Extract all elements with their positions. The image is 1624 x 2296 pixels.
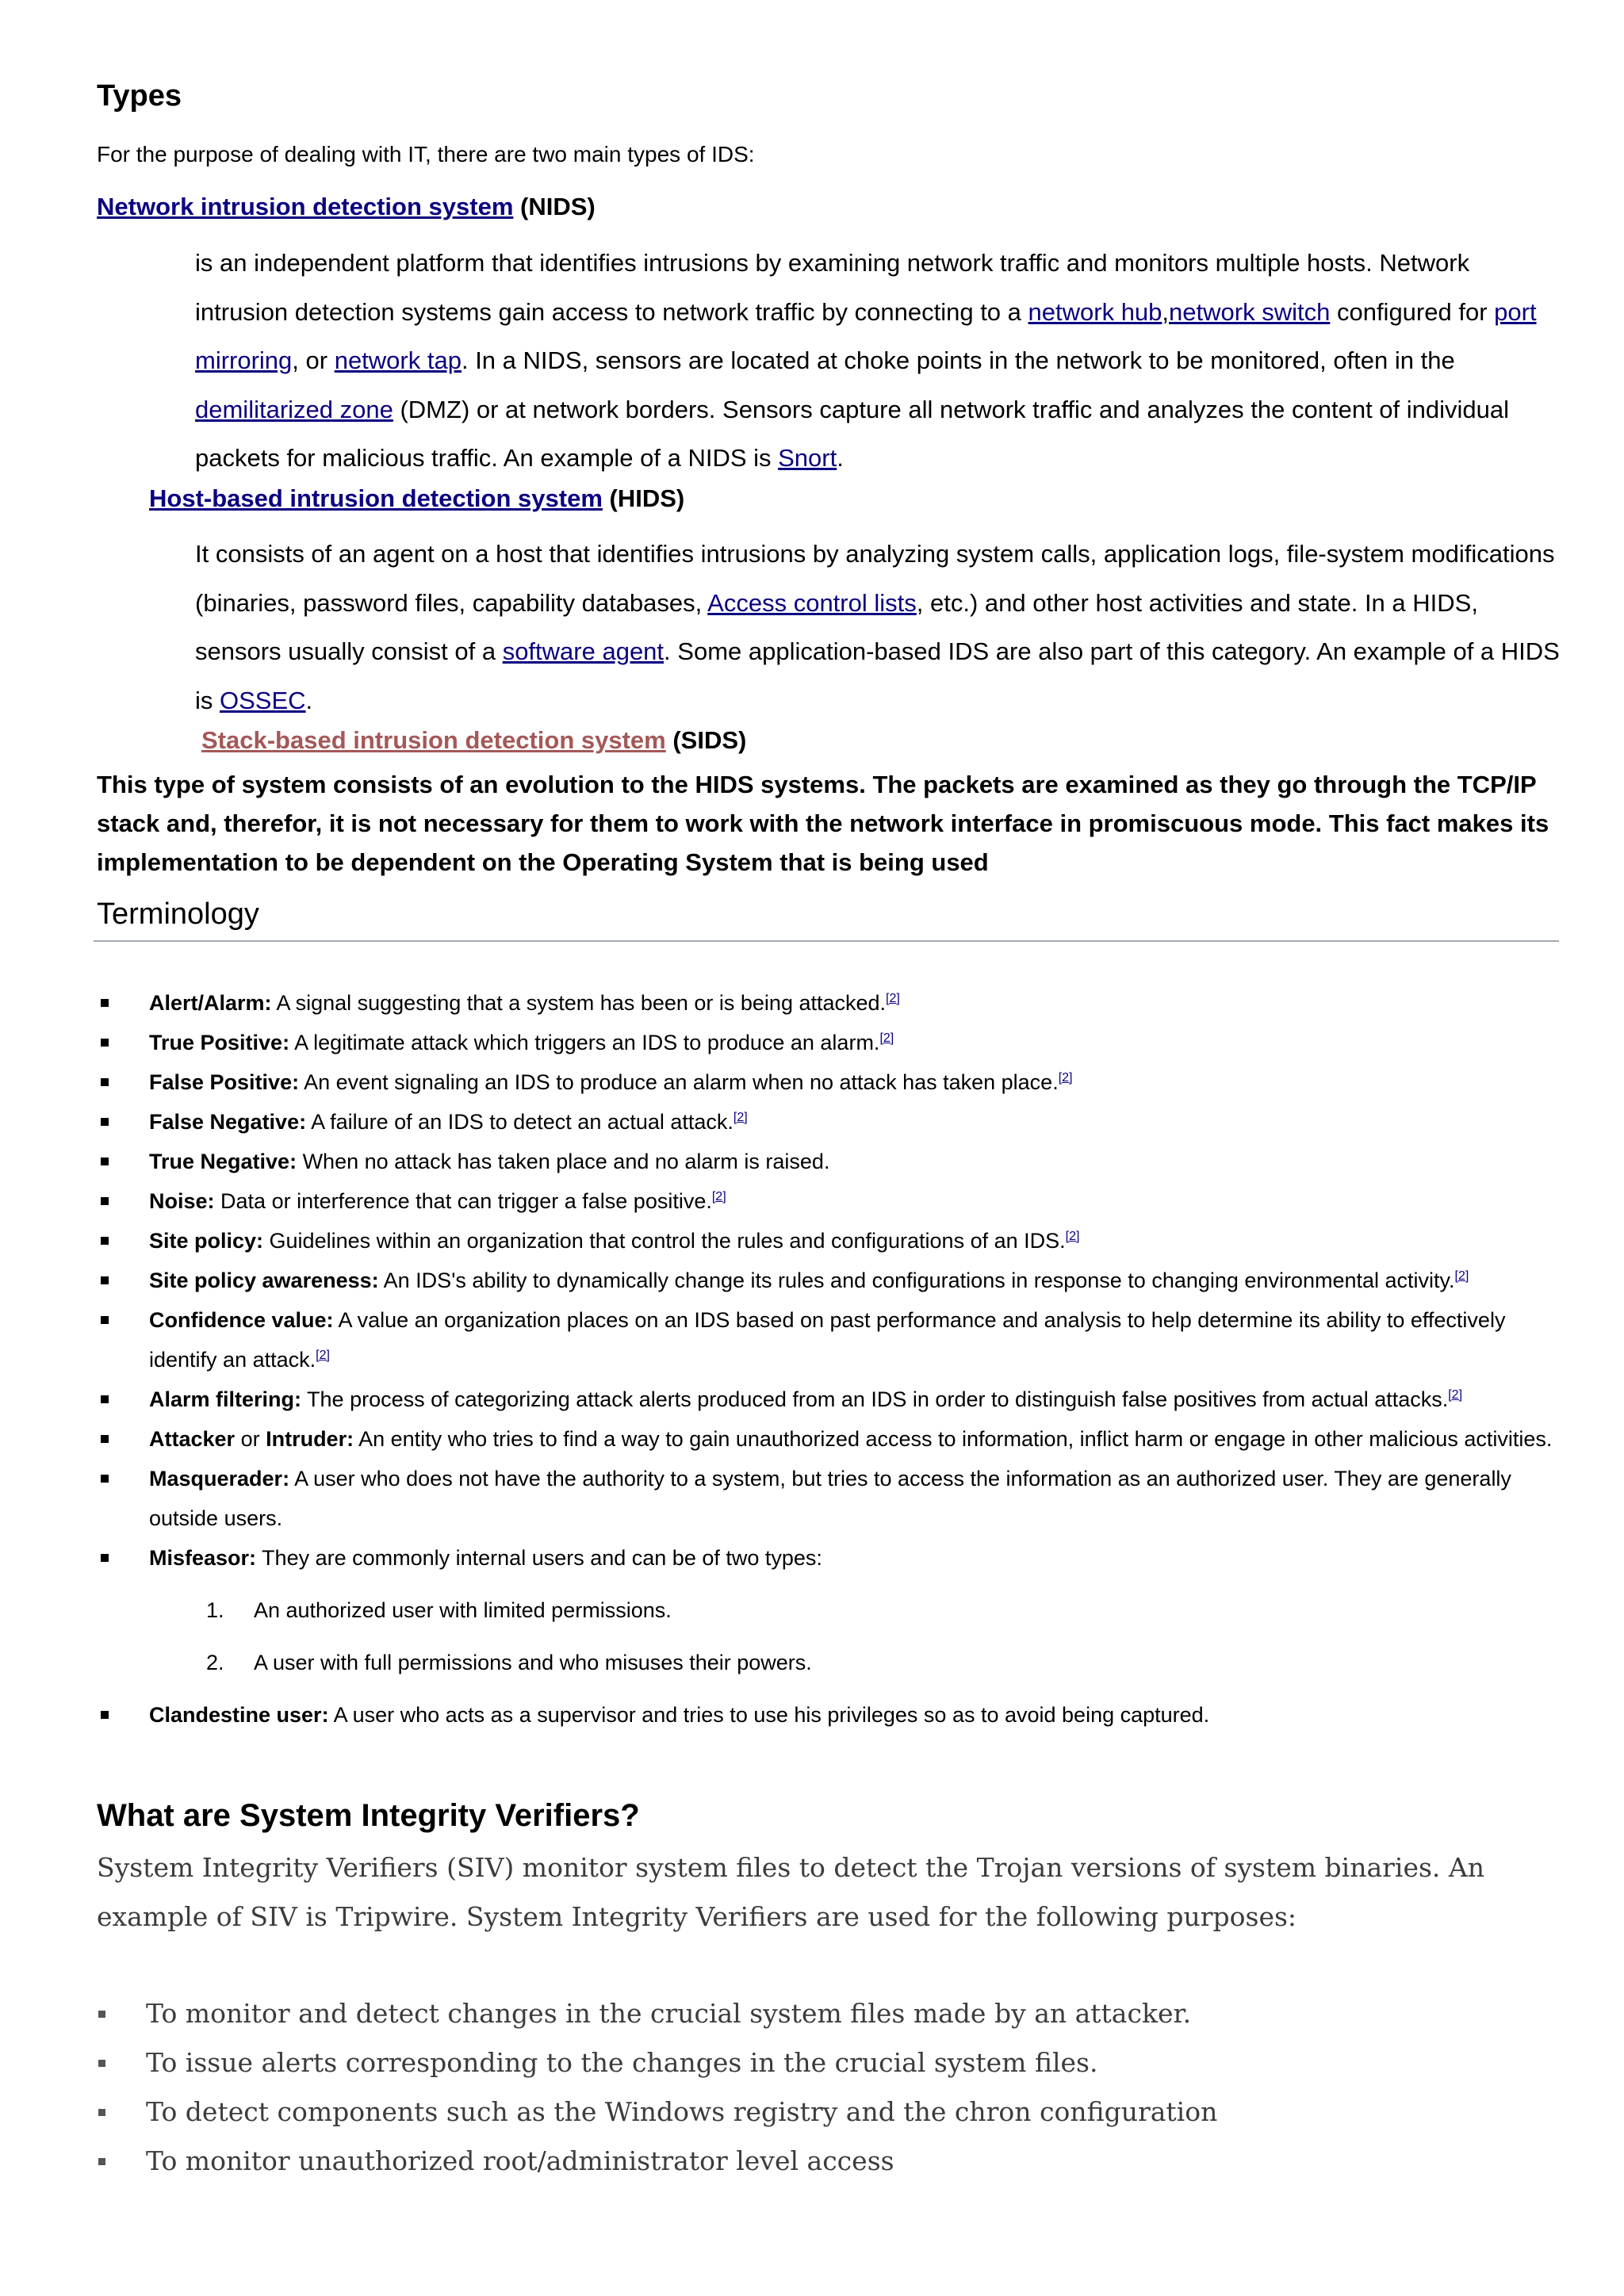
sublist-item <box>149 1643 1570 1682</box>
term-text: Guidelines within an organization that control the rules and configurations of an IDS. <box>263 1229 1066 1253</box>
list-item <box>0 1142 1570 1181</box>
square-bullet-icon <box>98 2011 105 2018</box>
term-text: A legitimate attack which triggers an IDS to produce an alarm. <box>289 1031 880 1054</box>
hids-heading <box>149 484 684 513</box>
term-text: A user who acts as a supervisor and tries to use his privileges so as to avoid being captured. <box>328 1703 1210 1727</box>
term-text: A failure of an IDS to detect an actual attack. <box>306 1110 733 1134</box>
square-bullet-icon <box>101 1158 109 1165</box>
list-item <box>0 1102 1570 1142</box>
reference-link[interactable]: [2] <box>879 1031 894 1045</box>
square-bullet-icon <box>98 2109 105 2116</box>
item-text: An authorized user with limited permissions. <box>254 1598 672 1622</box>
square-bullet-icon <box>101 1078 109 1086</box>
sublist-item <box>149 1590 1570 1630</box>
siv-purpose-list <box>0 1989 1570 2186</box>
nids-paragraph <box>195 239 1567 483</box>
square-bullet-icon <box>101 1711 109 1719</box>
term-text: Data or interference that can trigger a false positive. <box>214 1189 712 1213</box>
hids-text-2: , etc.) and other host activities and state. In a HIDS, sensors usually consist of a <box>195 588 1478 665</box>
term-text: A signal suggesting that a system has been or is being attacked. <box>271 991 887 1015</box>
item-number: 1. <box>206 1598 224 1622</box>
types-intro: For the purpose of dealing with IT, there are two main types of IDS: <box>97 142 755 166</box>
term-label: Site policy awareness: <box>149 1269 379 1292</box>
list-item <box>0 1989 1570 2038</box>
item-text: To issue alerts corresponding to the changes in the crucial system files. <box>146 2047 1098 2078</box>
hids-title-link[interactable]: Host-based intrusion detection system <box>149 484 603 512</box>
list-item <box>0 1538 1570 1682</box>
term-label: Noise: <box>149 1189 215 1213</box>
term-label: False Negative: <box>149 1110 307 1134</box>
reference-link[interactable]: [2] <box>711 1190 726 1203</box>
item-text: To monitor unauthorized root/administrator level access <box>146 2145 894 2176</box>
sids-abbr: (SIDS) <box>665 726 747 754</box>
term-label: Masquerader: <box>149 1467 290 1490</box>
snort-link[interactable]: Snort <box>778 444 837 472</box>
term-text: An IDS's ability to dynamically change its rules and configurations in response to changing environmental activity. <box>378 1269 1455 1292</box>
nids-text-4: , or <box>292 346 335 374</box>
network-switch-link[interactable]: network switch <box>1169 297 1331 326</box>
terminology-list <box>0 983 1570 1735</box>
heading-divider <box>94 940 1559 942</box>
item-text: To detect components such as the Windows registry and the chron configuration <box>146 2096 1218 2127</box>
term-label: Misfeasor: <box>149 1546 257 1570</box>
list-item <box>0 2038 1570 2087</box>
reference-link[interactable]: [2] <box>1065 1230 1080 1243</box>
reference-link[interactable]: [2] <box>886 992 900 1005</box>
reference-link[interactable]: [2] <box>733 1111 748 1124</box>
square-bullet-icon <box>101 1039 109 1047</box>
term-label: True Negative: <box>149 1150 297 1173</box>
siv-heading: What are System Integrity Verifiers? <box>97 1798 640 1833</box>
square-bullet-icon <box>101 1276 109 1284</box>
term-label: Alert/Alarm: <box>149 991 272 1015</box>
sids-title-link[interactable]: Stack-based intrusion detection system <box>201 726 666 754</box>
reference-link[interactable]: [2] <box>1058 1071 1073 1085</box>
list-item <box>0 1221 1570 1261</box>
list-item <box>0 2087 1570 2137</box>
list-item <box>0 1419 1570 1459</box>
square-bullet-icon <box>101 999 109 1007</box>
list-item <box>0 983 1570 1023</box>
square-bullet-icon <box>101 1435 109 1443</box>
square-bullet-icon <box>101 1237 109 1245</box>
hids-text-4: . <box>305 686 313 714</box>
term-text: A value an organization places on an IDS based on past performance and analysis to help determine its ability to effectively identify an attack. <box>149 1308 1506 1372</box>
term-label: True Positive: <box>149 1031 290 1054</box>
nids-text-5: . In a NIDS, sensors are located at choke points in the network to be monitored, often in the <box>461 346 1455 374</box>
term-label: Alarm filtering: <box>149 1387 302 1411</box>
hids-text-1: It consists of an agent on a host that identifies intrusions by analyzing system calls, application logs, file-system modifications (binaries, password files, capability databases, <box>195 540 1555 617</box>
nids-text-6: (DMZ) or at network borders. Sensors capture all network traffic and analyzes the content of individual packets for malicious traffic. An example of a NIDS is <box>195 395 1510 472</box>
list-item <box>0 1459 1570 1538</box>
term-label: Clandestine user: <box>149 1703 329 1727</box>
term-text: An event signaling an IDS to produce an alarm when no attack has taken place. <box>299 1070 1059 1094</box>
term-label: Attacker <box>149 1427 236 1451</box>
access-control-lists-link[interactable]: Access control lists <box>707 588 917 617</box>
sids-paragraph: This type of system consists of an evolution to the HIDS systems. The packets are examined as they go through the TCP/IP stack and, therefor, it is not necessary for them to work with the network interface in promiscuous mode. This fact makes its implementation to be dependent on the Operating System that is being used <box>97 771 1549 876</box>
term-text: An entity who tries to find a way to gain unauthorized access to information, inflict harm or engage in other malicious activities. <box>354 1427 1553 1451</box>
term-text: A user who does not have the authority to a system, but tries to access the information as an authorized user. They are generally outside users. <box>149 1467 1511 1530</box>
item-number: 2. <box>206 1651 224 1674</box>
reference-link[interactable]: [2] <box>1454 1269 1469 1283</box>
nids-text-7: . <box>837 444 844 472</box>
square-bullet-icon <box>101 1118 109 1126</box>
hids-abbr: (HIDS) <box>602 484 685 512</box>
reference-link[interactable]: [2] <box>316 1349 330 1362</box>
network-tap-link[interactable]: network tap <box>334 346 462 374</box>
list-item <box>0 1023 1570 1062</box>
term-text: The process of categorizing attack alerts produced from an IDS in order to distinguish false positives from actual attacks. <box>301 1387 1449 1411</box>
sids-heading <box>201 726 746 755</box>
siv-paragraph: System Integrity Verifiers (SIV) monitor system files to detect the Trojan versions of system binaries. An example of SIV is Tripwire. System Integrity Verifiers are used for the following purposes: <box>97 1852 1484 1932</box>
nids-text-1: is an independent platform that identifies intrusions by examining network traffic and monitors multiple hosts. Network intrusion detection systems gain access to network traffic by connecting to a <box>195 249 1470 326</box>
list-item <box>0 1380 1570 1419</box>
list-item <box>0 1062 1570 1102</box>
term-label: False Positive: <box>149 1070 300 1094</box>
square-bullet-icon <box>101 1316 109 1324</box>
square-bullet-icon <box>101 1197 109 1205</box>
term-text: They are commonly internal users and can be of two types: <box>256 1546 822 1570</box>
square-bullet-icon <box>101 1475 109 1483</box>
square-bullet-icon <box>101 1554 109 1562</box>
hids-text-3: . Some application-based IDS are also part of this category. An example of a HIDS is <box>195 637 1560 714</box>
nids-abbr: (NIDS) <box>513 193 596 220</box>
list-item <box>0 1300 1570 1380</box>
network-hub-link[interactable]: network hub <box>1028 297 1162 326</box>
list-item <box>0 1181 1570 1221</box>
software-agent-link[interactable]: software agent <box>502 637 665 665</box>
nids-title-link[interactable]: Network intrusion detection system <box>97 193 514 220</box>
term-label: Intruder: <box>266 1427 354 1451</box>
hids-paragraph <box>195 530 1567 725</box>
square-bullet-icon <box>98 2158 105 2165</box>
list-item <box>0 1261 1570 1300</box>
terminology-heading: Terminology <box>97 897 259 931</box>
list-item <box>0 2137 1570 2186</box>
ossec-link[interactable]: OSSEC <box>220 686 306 714</box>
nids-text-3: configured for <box>1330 297 1495 326</box>
nids-heading <box>97 193 596 221</box>
term-connector: or <box>235 1427 266 1451</box>
item-text: To monitor and detect changes in the crucial system files made by an attacker. <box>146 1998 1192 2029</box>
term-label: Site policy: <box>149 1229 264 1253</box>
reference-link[interactable]: [2] <box>1448 1388 1463 1402</box>
list-item <box>0 1695 1570 1735</box>
misfeasor-sublist <box>149 1590 1570 1682</box>
term-text: When no attack has taken place and no alarm is raised. <box>297 1150 830 1173</box>
square-bullet-icon <box>101 1395 109 1403</box>
types-heading: Types <box>97 79 182 113</box>
square-bullet-icon <box>98 2060 105 2067</box>
nids-text-2: , <box>1162 297 1170 326</box>
item-text: A user with full permissions and who misuses their powers. <box>254 1651 812 1674</box>
dmz-link[interactable]: demilitarized zone <box>195 395 393 423</box>
term-label: Confidence value: <box>149 1308 334 1332</box>
port-mirroring-link[interactable]: port mirroring <box>195 297 1537 374</box>
